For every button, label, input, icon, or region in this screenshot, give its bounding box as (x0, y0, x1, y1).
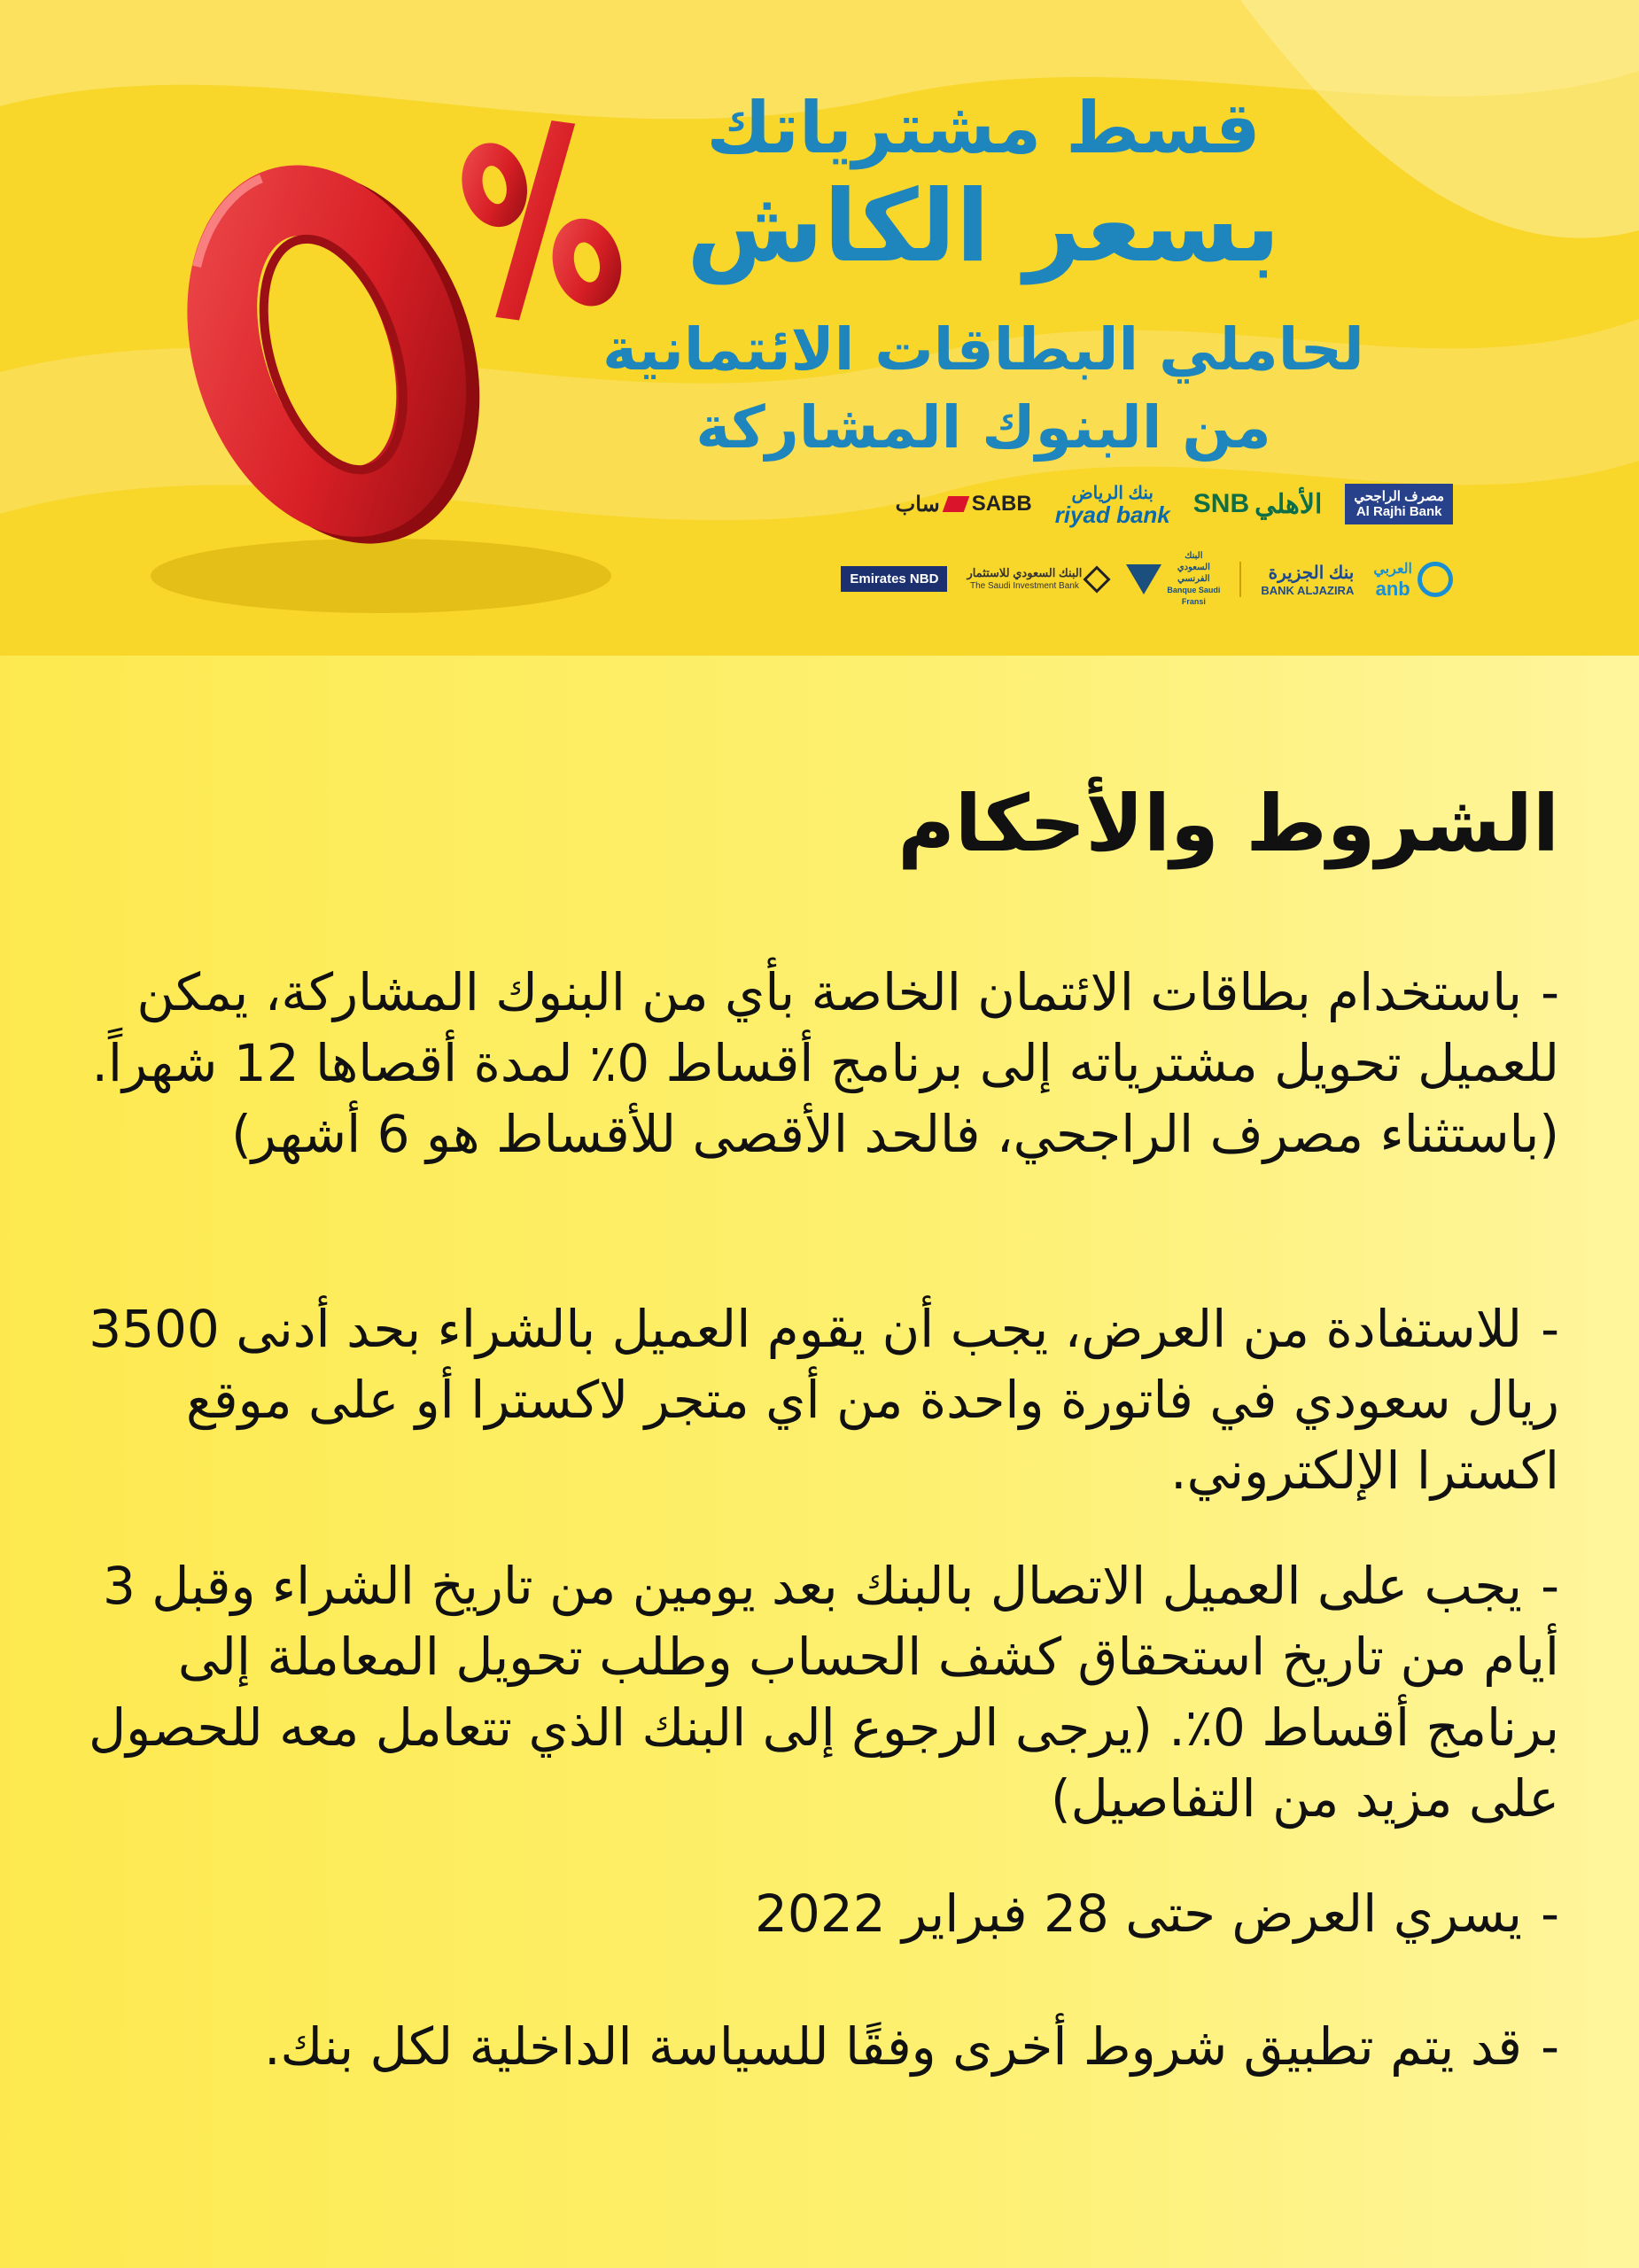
logo-sabb: ساب SABB (895, 492, 1032, 517)
anb-circle-icon (1418, 562, 1453, 597)
headline-line-3: لحاملي البطاقات الائتمانية (602, 315, 1364, 384)
term-text: يجب على العميل الاتصال بالبنك بعد يومين من تاريخ الشراء وقبل 3 أيام من تاريخ استحقاق كشف الحساب وطلب تحويل المعاملة إلى برنامج أقساط 0٪. (يرجى الرجوع إلى البنك الذي تتعامل معه للحصول على مزيد من التفاصيل) (89, 1556, 1559, 1829)
headline-line-2: بسعر الكاش (686, 169, 1281, 284)
term-text: للاستفادة من العرض، يجب أن يقوم العميل بالشراء بحد أدنى 3500 ريال سعودي في فاتورة واحدة من أي متجر لاكسترا أو على موقع اكسترا الإلكتروني. (89, 1299, 1559, 1501)
term-text: باستخدام بطاقات الائتمان الخاصة بأي من البنوك المشاركة، يمكن للعميل تحويل مشترياته إلى برنامج أقساط 0٪ لمدة أقصاها 12 شهراً. (باستثناء مصرف الراجحي، فالحد الأقصى للأقساط هو 6 أشهر) (91, 962, 1559, 1164)
logo-anb: العربي anb (1373, 560, 1453, 599)
logo-snb: SNB الأهلي (1192, 489, 1323, 519)
term-dash: - (1541, 1556, 1559, 1616)
promo-banner (0, 0, 1639, 656)
term-text: يسري العرض حتى 28 فبراير 2022 (755, 1884, 1522, 1944)
logo-saudi-investment-bank: البنك السعودي للاستثمار The Saudi Investment Bank (967, 566, 1107, 593)
fransi-shield-icon (1126, 564, 1161, 594)
terms-section (0, 656, 1639, 2268)
term-dash: - (1541, 1299, 1559, 1359)
term-dash: - (1541, 2016, 1559, 2077)
term-item (53, 2011, 1559, 2082)
logo-emirates-nbd: Emirates NBD (841, 566, 947, 592)
sib-diamond-icon (1084, 565, 1111, 593)
term-item (53, 1293, 1559, 1506)
logo-banque-saudi-fransi: البنك السعودي الفرنسي Banque Saudi Fransi (1126, 550, 1220, 608)
logo-riyad-bank: بنك الرياض riyad bank (1054, 484, 1170, 528)
term-item (53, 1878, 1559, 1949)
headline-line-4: من البنوك المشاركة (695, 393, 1271, 462)
promo-headline (585, 84, 1382, 467)
term-item (53, 957, 1559, 1169)
term-text: قد يتم تطبيق شروط أخرى وفقًا للسياسة الداخلية لكل بنك. (264, 2016, 1522, 2077)
bank-logos-row-1 (780, 483, 1453, 528)
headline-line-1: قسط مشترياتك (706, 87, 1261, 169)
logo-divider (1239, 562, 1241, 597)
logo-al-rajhi: مصرف الراجحي Al Rajhi Bank (1345, 484, 1453, 524)
bank-logos (780, 483, 1453, 633)
bank-logos-row-2 (780, 550, 1453, 608)
term-dash: - (1541, 1884, 1559, 1944)
term-dash: - (1541, 962, 1559, 1022)
term-item (53, 1550, 1559, 1834)
sabb-hexagon-icon (942, 496, 969, 512)
logo-bank-aljazira: بنك الجزيرة BANK ALJAZIRA (1261, 563, 1355, 597)
terms-title: الشروط والأحكام (897, 778, 1559, 869)
